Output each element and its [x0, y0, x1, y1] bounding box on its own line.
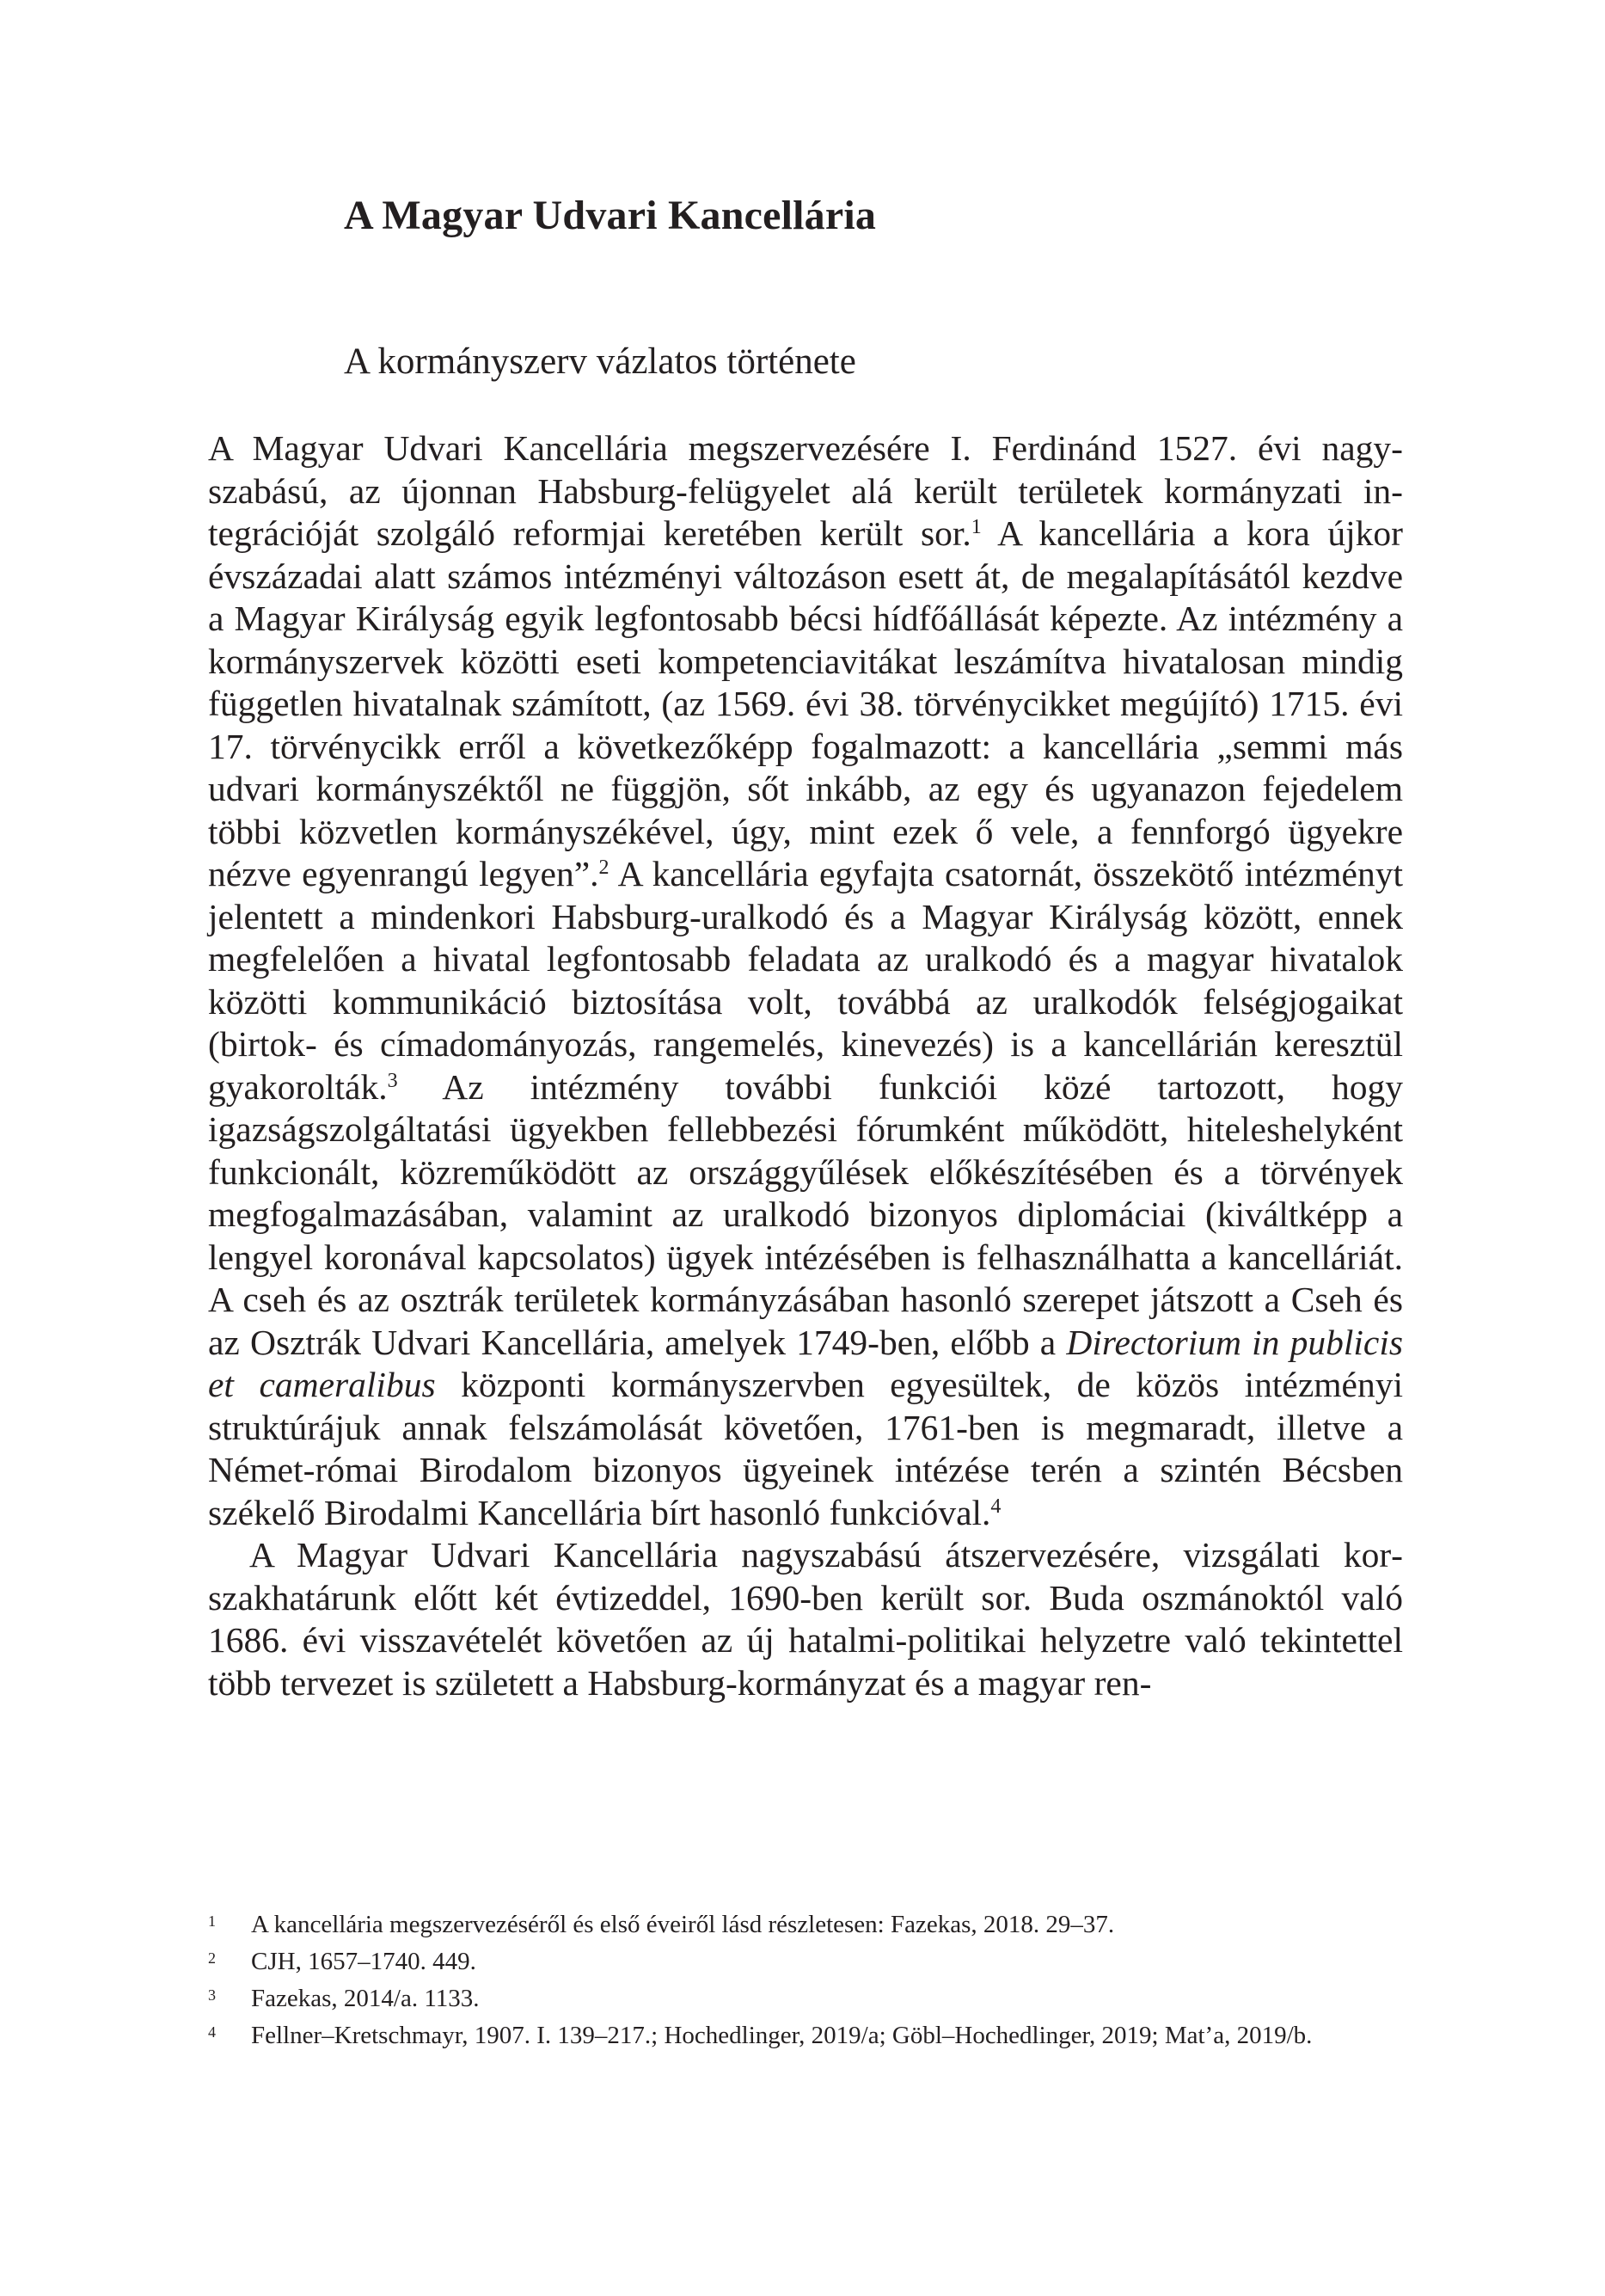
footnote [208, 2018, 1403, 2053]
body-paragraph-1 [208, 427, 1403, 1534]
text-run: A Magyar Udvari Kancellária megszervezésére I. Ferdinánd 1527. évi nagyszabású, az újonnan Habsburg-felügyelet alá került területek kormányzati integrációját szolgáló reformjai keretében került sor. [208, 428, 1403, 553]
footnote-number: 3 [208, 1986, 216, 2004]
footnote-text: Fazekas, 2014/a. 1133. [251, 1985, 480, 2012]
chapter-title: A Magyar Udvari Kancellária [344, 193, 877, 238]
footnote-reference: 2 [598, 856, 610, 879]
section-subtitle: A kormányszerv vázlatos története [344, 341, 856, 382]
footnote-number: 1 [208, 1912, 216, 1930]
footnotes [208, 1907, 1403, 2055]
footnote-text: Fellner–Kretschmayr, 1907. I. 139–217.; Hochedlinger, 2019/a; Göbl–Hochedlinger, 2019; Mat’a, 2019/b. [251, 2022, 1313, 2049]
text-run: A Magyar Udvari Kancellária nagyszabású átszervezésére, vizsgálati korszakhatárunk előtt két évtizeddel, 1690-ben került sor. Buda oszmánoktól való 1686. évi visszavételét követően az új hatalmi-politikai helyzetre való tekintettel több tervezet is született a Habsburg-kormányzat és a magyar ren- [208, 1535, 1403, 1703]
footnote-reference: 3 [387, 1069, 398, 1092]
footnote-reference: 4 [990, 1495, 1002, 1518]
footnote-number: 4 [208, 2023, 216, 2041]
footnote-reference: 1 [971, 516, 982, 538]
text-run: központi kormányszervben egyesültek, de közös intézményi struktúrájuk annak felszámolását követően, 1761-ben is megmaradt, illetve a Német-római Birodalom bizonyos ügyeinek intézése terén a szintén Bécsben székelő Birodalmi Kancellária bírt hasonló funkcióval. [208, 1365, 1403, 1532]
footnote [208, 1981, 1403, 2016]
footnote-text: CJH, 1657–1740. 449. [251, 1948, 476, 1975]
text-run: A kancellária egyfajta csatornát, összekötő intézményt jelentett a mindenkori Habsburg-uralkodó és a Magyar Királyság között, ennek megfelelően a hivatal legfontosabb feladata az uralkodó és a magyar hivatalok közötti kommunikáció biztosítása volt, továbbá az uralkodók felségjogaikat (birtok- és címadományozás, rangemelés, kinevezés) is a kancellárián keresztül gyakorolták. [208, 854, 1403, 1107]
footnote [208, 1907, 1403, 1942]
text-run: Az intézmény további funkciói közé tartozott, hogy igazságszolgáltatási ügyekben fellebbezési fórumként működött, hiteleshelyként funkcionált, közreműködött az országgyűlések előkészítésében és a törvények megfogalmazásában, valamint az uralkodó bizonyos diplomáciai (kiváltképp a lengyel koronával kapcsolatos) ügyek intézésében is felhasználhatta a kancelláriát. A cseh és az osztrák területek kormányzásában hasonló szerepet játszott a Cseh és az Osztrák Udvari Kancellária, amelyek 1749-ben, előbb a [208, 1066, 1403, 1362]
body-text [208, 427, 1403, 1704]
text-run: A kancellária a kora újkor évszázadai alatt számos intézményi változáson esett át, de megalapításától kezdve a Magyar Királyság egyik legfontosabb bécsi hídfőállását képezte. Az intézmény a kormányszervek közötti eseti kompetenciavitákat leszámítva hivatalosan mindig független hivatalnak számított, (az 1569. évi 38. törvénycikket megújító) 1715. évi 17. törvénycikk erről a következőképp fogalmazott: a kancellária „semmi más udvari kormányszéktől ne függjön, sőt inkább, az egy és ugyanazon fejedelem többi közvetlen kormányszékével, úgy, mint ezek ő vele, a fennforgó ügyekre nézve egyenrangú legyen”. [208, 513, 1403, 893]
footnote [208, 1944, 1403, 1979]
body-paragraph-2 [208, 1534, 1403, 1704]
italic-title: Directorium in publicis et cameralibus [208, 1322, 1404, 1404]
footnote-text: A kancellária megszervezéséről és első éveiről lásd részletesen: Fazekas, 2018. 29–37. [251, 1911, 1115, 1938]
footnote-number: 2 [208, 1949, 216, 1967]
